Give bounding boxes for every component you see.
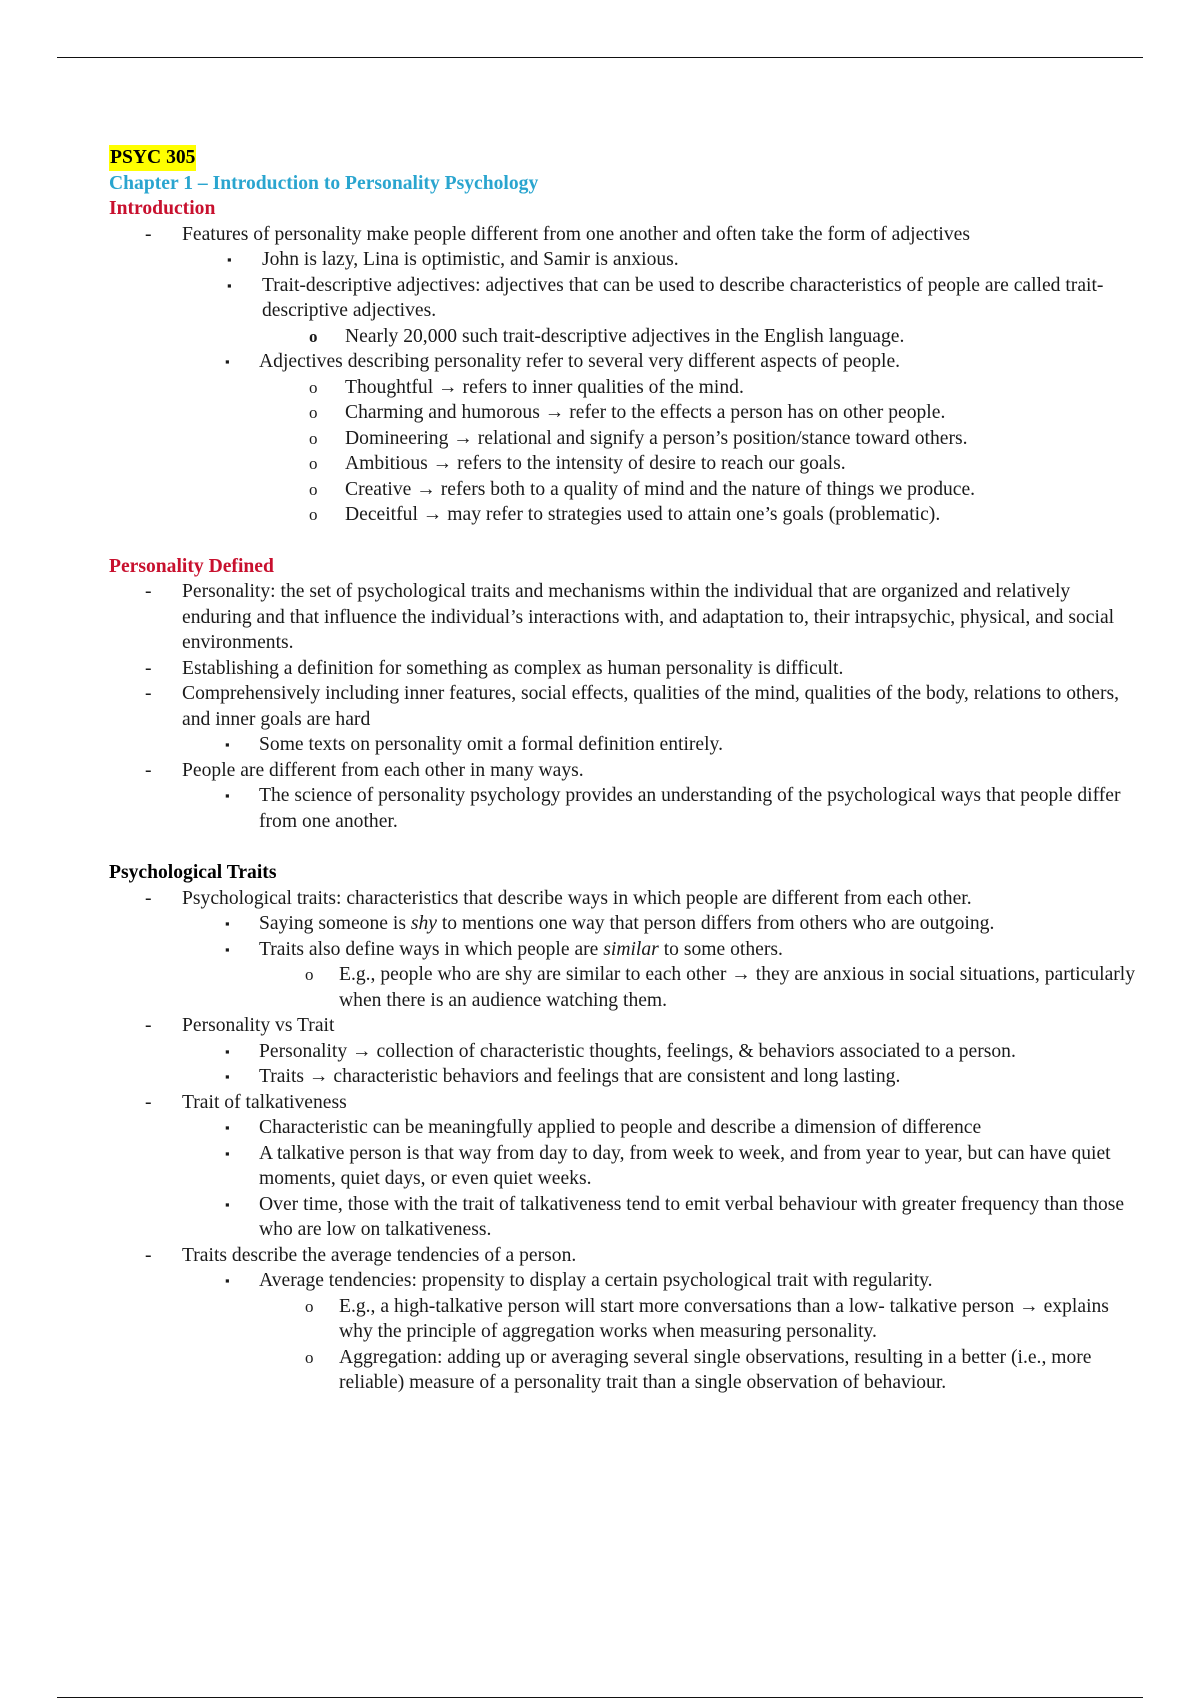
emphasis-shy: shy bbox=[410, 913, 437, 934]
circle-bullet: o bbox=[309, 479, 318, 499]
list-item: o E.g., a high-talkative person will start more conversations than a low- talkative person → explains why the principle of aggregation works when measuring personality. bbox=[305, 1295, 1109, 1342]
square-bullet: ▪ bbox=[227, 252, 232, 267]
list-item: - Personality vs Trait bbox=[109, 1013, 1139, 1039]
document-page bbox=[109, 145, 1139, 1396]
list-item: - Establishing a definition for something as complex as human personality is difficult. bbox=[109, 656, 1139, 682]
list-item: - Traits describe the average tendencies of a person. bbox=[109, 1243, 1139, 1269]
list-item: - People are different from each other in many ways. bbox=[109, 758, 1139, 784]
list-item: ▪ Saying someone is shy to mentions one way that person differs from others who are outgoing. bbox=[109, 911, 1139, 937]
square-bullet: ▪ bbox=[225, 941, 230, 957]
dash-bullet: - bbox=[145, 223, 152, 245]
square-bullet: ▪ bbox=[225, 1145, 230, 1161]
chapter-title: Chapter 1 – Introduction to Personality Psychology bbox=[109, 172, 539, 194]
list-item: ▪ Trait-descriptive adjectives: adjectives that can be used to describe characteristics of people are called trait-descriptive adjectives. bbox=[227, 274, 1104, 321]
circle-bullet: o bbox=[309, 454, 318, 473]
circle-bullet: o bbox=[309, 428, 318, 448]
square-bullet: ▪ bbox=[225, 1120, 230, 1135]
circle-bullet: o bbox=[309, 403, 318, 422]
list-item: ▪ Traits → characteristic behaviors and feelings that are consistent and long lasting. bbox=[109, 1064, 1139, 1090]
list-item: ▪ The science of personality psychology provides an understanding of the psychological ways that people differ from one another. bbox=[225, 785, 1121, 832]
list-item: o Creative → refers both to a quality of mind and the nature of things we produce. bbox=[109, 477, 1139, 503]
section-heading-introduction: Introduction bbox=[109, 198, 216, 219]
list-item: ▪ Some texts on personality omit a formal definition entirely. bbox=[109, 732, 1139, 758]
dash-bullet: - bbox=[145, 581, 152, 602]
circle-bullet: o bbox=[305, 965, 314, 984]
list-item: - Personality: the set of psychological traits and mechanisms within the individual that are organized and relatively enduring and that influence the individual’s interactions with, and adaptation to, their intrapsychic, physical, and social environments. bbox=[145, 581, 1115, 653]
list-item: - Features of personality make people different from one another and often take the form of adjectives bbox=[109, 222, 1139, 248]
square-bullet: ▪ bbox=[227, 277, 232, 293]
dash-bullet: - bbox=[145, 887, 152, 909]
section-heading-psychological-traits: Psychological Traits bbox=[109, 862, 277, 883]
dash-bullet: - bbox=[145, 683, 152, 704]
square-bullet: ▪ bbox=[225, 1043, 230, 1059]
list-item: ▪ Adjectives describing personality refer to several very different aspects of people. bbox=[109, 349, 1139, 375]
list-item: - Comprehensively including inner features, social effects, qualities of the mind, qualities of the body, relations to others, and inner goals are hard bbox=[145, 683, 1119, 730]
list-item: ▪ Traits also define ways in which people are similar to some others. bbox=[109, 937, 1139, 963]
circle-bullet: o bbox=[305, 1347, 314, 1367]
list-item: ▪ John is lazy, Lina is optimistic, and Samir is anxious. bbox=[109, 247, 1139, 273]
square-bullet: ▪ bbox=[225, 1196, 230, 1212]
course-code: PSYC 305 bbox=[109, 145, 196, 171]
list-item: o Charming and humorous → refer to the effects a person has on other people. bbox=[109, 400, 1139, 426]
list-item: ▪ A talkative person is that way from day to day, from week to week, and from year to year, but can have quiet moments, quiet days, or even quiet weeks. bbox=[225, 1142, 1111, 1189]
list-item: o E.g., people who are shy are similar to each other → they are anxious in social situations, particularly when there is an audience watching them. bbox=[305, 964, 1136, 1011]
list-item: o Thoughtful → refers to inner qualities of the mind. bbox=[109, 375, 1139, 401]
circle-bullet: o bbox=[309, 505, 318, 524]
list-item: ▪ Characteristic can be meaningfully applied to people and describe a dimension of difference bbox=[109, 1115, 1139, 1141]
square-bullet: ▪ bbox=[225, 1069, 230, 1084]
dash-bullet: - bbox=[145, 1244, 152, 1266]
list-item: o Deceitful → may refer to strategies used to attain one’s goals (problematic). bbox=[109, 502, 1139, 528]
circle-bullet: o bbox=[305, 1296, 314, 1316]
list-item: o Nearly 20,000 such trait-descriptive adjectives in the English language. bbox=[109, 324, 1139, 350]
square-bullet: ▪ bbox=[225, 916, 230, 931]
list-item: ▪ Personality → collection of characteristic thoughts, feelings, & behaviors associated to a person. bbox=[109, 1039, 1139, 1065]
list-item: o Ambitious → refers to the intensity of desire to reach our goals. bbox=[109, 451, 1139, 477]
list-item: ▪ Average tendencies: propensity to display a certain psychological trait with regularity. bbox=[109, 1268, 1139, 1294]
list-item: - Trait of talkativeness bbox=[109, 1090, 1139, 1116]
dash-bullet: - bbox=[145, 759, 152, 781]
section-heading-personality-defined: Personality Defined bbox=[109, 555, 274, 577]
list-item: o Domineering → relational and signify a person’s position/stance toward others. bbox=[109, 426, 1139, 452]
top-rule bbox=[57, 57, 1143, 58]
bottom-rule bbox=[57, 1697, 1143, 1698]
circle-bullet: o bbox=[309, 326, 318, 346]
list-item: o Aggregation: adding up or averaging several single observations, resulting in a better (i.e., more reliable) measure of a personality trait than a single observation of behaviour. bbox=[305, 1346, 1092, 1393]
emphasis-similar: similar bbox=[603, 938, 659, 960]
list-item: - Psychological traits: characteristics that describe ways in which people are different from each other. bbox=[109, 886, 1139, 912]
square-bullet: ▪ bbox=[225, 788, 230, 803]
square-bullet: ▪ bbox=[225, 354, 230, 369]
list-item: ▪ Over time, those with the trait of talkativeness tend to emit verbal behaviour with greater frequency than those who are low on talkativeness. bbox=[225, 1193, 1125, 1240]
course-code-line bbox=[109, 145, 1139, 171]
circle-bullet: o bbox=[309, 377, 318, 397]
dash-bullet: - bbox=[145, 1091, 152, 1113]
dash-bullet: - bbox=[145, 657, 152, 679]
square-bullet: ▪ bbox=[225, 737, 230, 752]
dash-bullet: - bbox=[145, 1015, 152, 1036]
square-bullet: ▪ bbox=[225, 1273, 230, 1288]
